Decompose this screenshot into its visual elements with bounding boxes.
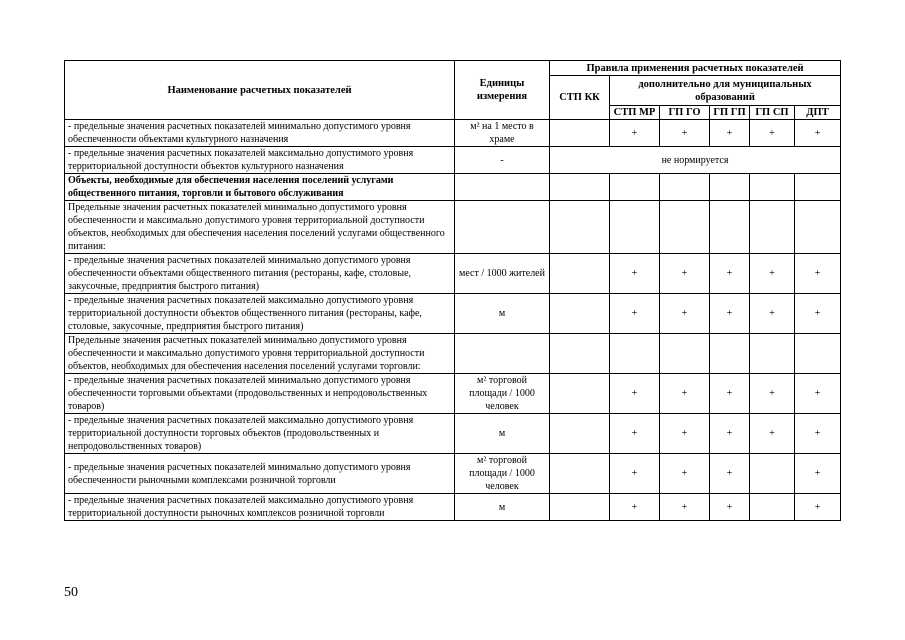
applicability-mark: + — [610, 374, 660, 414]
applicability-mark: + — [710, 120, 750, 147]
applicability-mark: + — [795, 374, 841, 414]
applicability-mark: + — [750, 294, 795, 334]
applicability-mark — [710, 174, 750, 201]
applicability-mark — [750, 454, 795, 494]
applicability-mark — [750, 201, 795, 254]
stp-kk-cell — [550, 374, 610, 414]
table-row — [65, 374, 841, 414]
stp-kk-cell — [550, 120, 610, 147]
indicator-unit: - — [455, 147, 550, 174]
applicability-mark: + — [710, 294, 750, 334]
applicability-mark: + — [710, 494, 750, 521]
applicability-mark: + — [795, 494, 841, 521]
applicability-mark: + — [660, 494, 710, 521]
applicability-mark — [660, 201, 710, 254]
applicability-mark — [610, 201, 660, 254]
header-subcol: ДПТ — [795, 106, 841, 120]
indicator-unit: м — [455, 494, 550, 521]
indicator-unit: мест / 1000 жителей — [455, 254, 550, 294]
stp-kk-cell — [550, 201, 610, 254]
stp-kk-cell — [550, 334, 610, 374]
applicability-mark: + — [660, 374, 710, 414]
header-stp-kk: СТП КК — [550, 76, 610, 120]
applicability-mark: + — [710, 254, 750, 294]
table-row — [65, 414, 841, 454]
table-row — [65, 120, 841, 147]
applicability-mark: + — [795, 254, 841, 294]
indicator-name: - предельные значения расчетных показателей минимально допустимого уровня обеспеченности объектами общественного питания (рестораны, кафе, столовые, закусочные, предприятия быстрого питания) — [65, 254, 455, 294]
applicability-mark: + — [610, 494, 660, 521]
applicability-mark: + — [750, 374, 795, 414]
applicability-mark: + — [610, 294, 660, 334]
applicability-mark — [610, 174, 660, 201]
applicability-mark: + — [610, 120, 660, 147]
applicability-mark: + — [660, 254, 710, 294]
indicator-name: - предельные значения расчетных показателей максимально допустимого уровня территориальной доступности объектов культурного назначения — [65, 147, 455, 174]
table-row — [65, 294, 841, 334]
applicability-mark — [750, 174, 795, 201]
header-additional: дополнительно для муниципальных образований — [610, 76, 841, 106]
indicator-name: - предельные значения расчетных показателей минимально допустимого уровня обеспеченности объектами культурного назначения — [65, 120, 455, 147]
header-name: Наименование расчетных показателей — [65, 61, 455, 120]
indicator-name: Предельные значения расчетных показателей минимально допустимого уровня обеспеченности и максимально допустимого уровня территориальной доступности объектов, необходимых для обеспечения населения поселений услугами торговли: — [65, 334, 455, 374]
indicator-unit — [455, 174, 550, 201]
applicability-mark — [750, 334, 795, 374]
stp-kk-cell — [550, 414, 610, 454]
applicability-mark: + — [660, 414, 710, 454]
indicator-name: - предельные значения расчетных показателей минимально допустимого уровня обеспеченности рыночными комплексами розничной торговли — [65, 454, 455, 494]
table-row — [65, 494, 841, 521]
indicator-name: - предельные значения расчетных показателей минимально допустимого уровня обеспеченности торговыми объектами (продовольственных и непродовольственных товаров) — [65, 374, 455, 414]
applicability-mark — [795, 174, 841, 201]
header-subcol: ГП ГО — [660, 106, 710, 120]
header-units: Единицы измерения — [455, 61, 550, 120]
applicability-mark: + — [610, 414, 660, 454]
applicability-mark: + — [710, 454, 750, 494]
indicator-name: Объекты, необходимые для обеспечения населения поселений услугами общественного питания, торговли и бытового обслуживания — [65, 174, 455, 201]
applicability-mark: + — [795, 454, 841, 494]
applicability-mark: + — [750, 120, 795, 147]
applicability-mark: + — [750, 414, 795, 454]
stp-kk-cell — [550, 254, 610, 294]
applicability-mark: + — [710, 374, 750, 414]
applicability-mark — [750, 494, 795, 521]
applicability-mark: + — [660, 454, 710, 494]
indicator-unit — [455, 334, 550, 374]
applicability-mark — [660, 334, 710, 374]
not-regulated-note: не нормируется — [550, 147, 841, 174]
applicability-mark: + — [610, 254, 660, 294]
header-subcol: СТП МР — [610, 106, 660, 120]
indicators-table — [64, 60, 841, 521]
header-subcol: ГП СП — [750, 106, 795, 120]
header-subcol: ГП ГП — [710, 106, 750, 120]
indicator-name: - предельные значения расчетных показателей максимально допустимого уровня территориальной доступности объектов общественного питания (рестораны, кафе, столовые, закусочные, предприятия быстрого питания) — [65, 294, 455, 334]
applicability-mark — [610, 334, 660, 374]
table-header — [65, 61, 841, 120]
applicability-mark: + — [795, 414, 841, 454]
indicator-name: Предельные значения расчетных показателей минимально допустимого уровня обеспеченности и максимально допустимого уровня территориальной доступности объектов, необходимых для обеспечения населения поселений услугами общественного питания: — [65, 201, 455, 254]
applicability-mark — [660, 174, 710, 201]
stp-kk-cell — [550, 294, 610, 334]
indicator-unit: м² на 1 место в храме — [455, 120, 550, 147]
indicator-name: - предельные значения расчетных показателей максимально допустимого уровня территориальной доступности торговых объектов (продовольственных и непродовольственных товаров) — [65, 414, 455, 454]
indicator-unit: м² торговой площади / 1000 человек — [455, 454, 550, 494]
table-row — [65, 334, 841, 374]
indicator-unit: м — [455, 294, 550, 334]
indicator-unit: м — [455, 414, 550, 454]
applicability-mark: + — [610, 454, 660, 494]
table-row — [65, 147, 841, 174]
applicability-mark — [795, 334, 841, 374]
table-body — [65, 120, 841, 521]
applicability-mark: + — [795, 294, 841, 334]
applicability-mark: + — [710, 414, 750, 454]
stp-kk-cell — [550, 494, 610, 521]
header-rules: Правила применения расчетных показателей — [550, 61, 841, 76]
applicability-mark: + — [750, 254, 795, 294]
indicator-name: - предельные значения расчетных показателей максимально допустимого уровня территориальной доступности рыночных комплексов розничной торговли — [65, 494, 455, 521]
applicability-mark: + — [795, 120, 841, 147]
page-number: 50 — [64, 585, 78, 600]
applicability-mark: + — [660, 294, 710, 334]
indicator-unit: м² торговой площади / 1000 человек — [455, 374, 550, 414]
applicability-mark — [710, 201, 750, 254]
table-row — [65, 174, 841, 201]
applicability-mark — [710, 334, 750, 374]
table-row — [65, 454, 841, 494]
stp-kk-cell — [550, 454, 610, 494]
stp-kk-cell — [550, 174, 610, 201]
applicability-mark: + — [660, 120, 710, 147]
indicator-unit — [455, 201, 550, 254]
table-row — [65, 201, 841, 254]
table-row — [65, 254, 841, 294]
applicability-mark — [795, 201, 841, 254]
